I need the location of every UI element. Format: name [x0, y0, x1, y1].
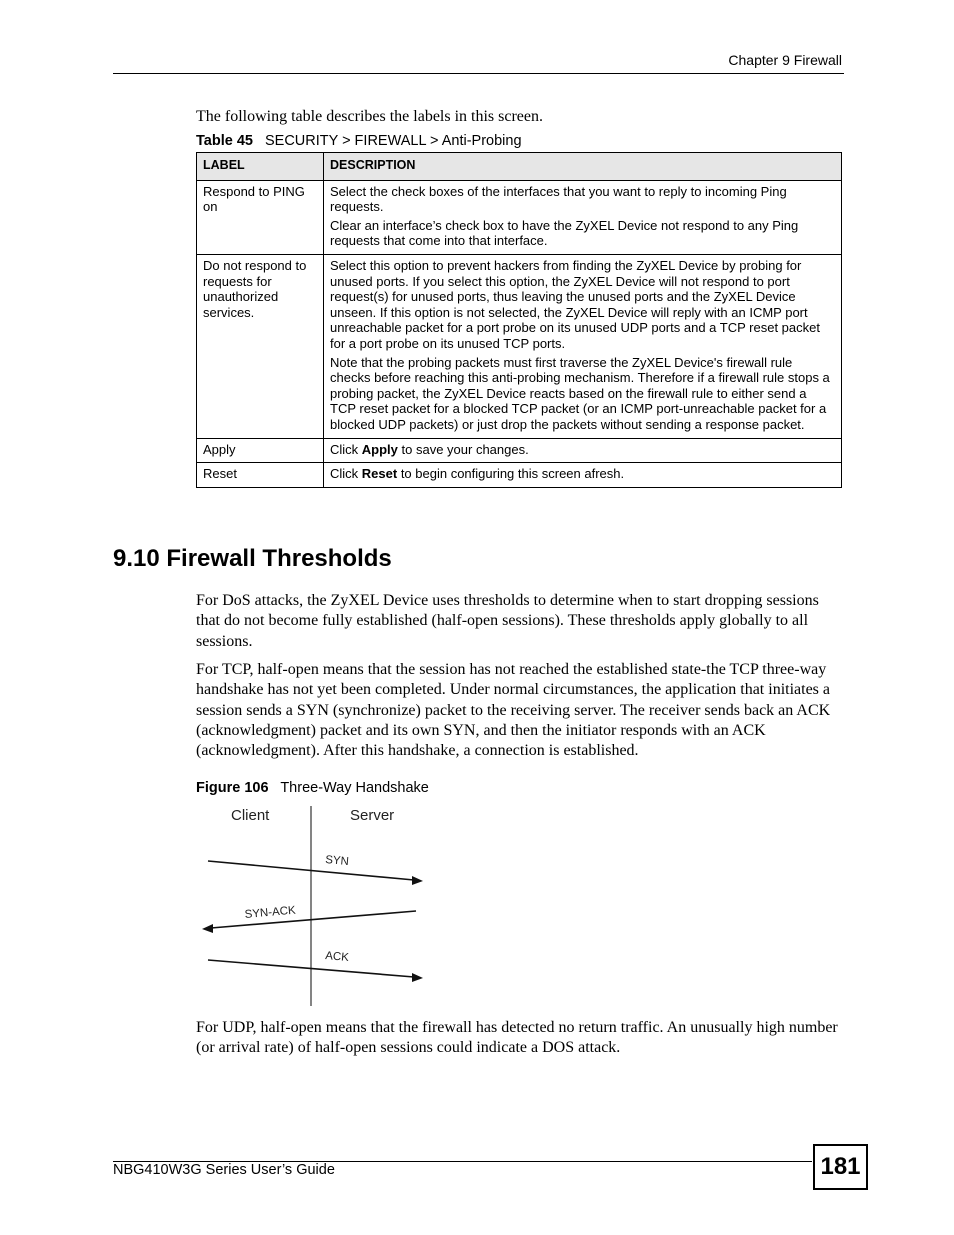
row-label: Reset [197, 463, 324, 488]
description-paragraph: Clear an interface’s check box to have the ZyXEL Device not respond to any Ping requests that come into that interface. [330, 217, 799, 249]
description-paragraph: Select the check boxes of the interfaces that you want to reply to incoming Ping requests. [330, 183, 787, 215]
table-header-label: LABEL [197, 153, 324, 181]
row-description [324, 438, 842, 463]
row-description [324, 254, 842, 438]
section-title: 9.10 Firewall Thresholds [113, 545, 392, 572]
syn-ack-label: SYN-ACK [244, 904, 297, 921]
body-paragraph: For TCP, half-open means that the session has not reached the established state-the TCP three-way handshake has not yet been completed. Under normal circumstances, the application that initiates a session sends a SYN (synchronize) packet to the receiving server. The receiver sends back an ACK (acknowledgment) packet and its own SYN, and then the initiator responds with an ACK (acknowledgment). After this handshake, a connection is established. [196, 661, 831, 760]
description-paragraph: Note that the probing packets must first traverse the ZyXEL Device's firewall rule checks before reaching this anti-probing mechanism. Therefore if a firewall rule stops a probing packet, the ZyXEL Device reacts based on the firewall rule to either send a TCP reset packet for a blocked TCP packet (or an ICMP port-unreachable packet for a blocked UDP packets) or just drop the packets without sending a response packet. [330, 354, 830, 432]
table-caption-title: SECURITY > FIREWALL > Anti-Probing [264, 133, 522, 149]
figure-caption-title: Three-Way Handshake [280, 780, 429, 796]
row-description [324, 463, 842, 488]
table-caption [196, 133, 522, 149]
desc-bold: Apply [361, 441, 398, 457]
desc-prefix: Click [330, 466, 362, 482]
table-header-description: DESCRIPTION [324, 153, 842, 181]
page-number: 181 [813, 1144, 868, 1190]
table-header-row [197, 153, 842, 181]
table-caption-number: Table 45 [196, 133, 253, 149]
description-paragraph: Select this option to prevent hackers from finding the ZyXEL Device by probing for unused ports. If you select this option, the ZyXEL Device will not respond to port request(s) for unused ports, thus leaving the unused ports and the ZyXEL Device unseen. If this option is not selected, the ZyXEL Device will reply with an ICMP port unreachable packet for a port probe on its unused UDP ports and a TCP reset packet for a port probe on its unused TCP ports. [330, 257, 820, 351]
desc-suffix: to begin configuring this screen afresh. [397, 466, 625, 482]
diagram-background [200, 800, 425, 1008]
table-row [197, 438, 842, 463]
desc-suffix: to save your changes. [397, 441, 529, 457]
table-row [197, 463, 842, 488]
row-label: Do not respond to requests for unauthorized services. [197, 254, 324, 438]
intro-text: The following table describes the labels in this screen. [196, 108, 544, 125]
header-rule [113, 73, 844, 74]
body-paragraph: For UDP, half-open means that the firewall has detected no return traffic. An unusually high number (or arrival rate) of half-open sessions could indicate a DOS attack. [196, 1019, 838, 1057]
figure-caption [196, 780, 429, 796]
footer-guide-title: NBG410W3G Series User’s Guide [113, 1162, 335, 1178]
figure-caption-number: Figure 106 [196, 780, 269, 796]
desc-bold: Reset [361, 466, 398, 482]
syn-label: SYN [324, 854, 350, 869]
table-row [197, 254, 842, 438]
table-row [197, 180, 842, 254]
client-label: Client [231, 807, 270, 824]
body-paragraph: For DoS attacks, the ZyXEL Device uses thresholds to determine when to start dropping sessions that do not become fully established (half-open sessions). These thresholds apply globally to all sessions. [196, 592, 819, 650]
row-label: Respond to PING on [197, 180, 324, 254]
ack-label: ACK [324, 950, 350, 965]
chapter-header: Chapter 9 Firewall [728, 52, 842, 68]
description-table [196, 152, 842, 488]
handshake-diagram [200, 800, 425, 1008]
desc-prefix: Click [330, 441, 362, 457]
row-description [324, 180, 842, 254]
row-label: Apply [197, 438, 324, 463]
server-label: Server [350, 807, 395, 824]
